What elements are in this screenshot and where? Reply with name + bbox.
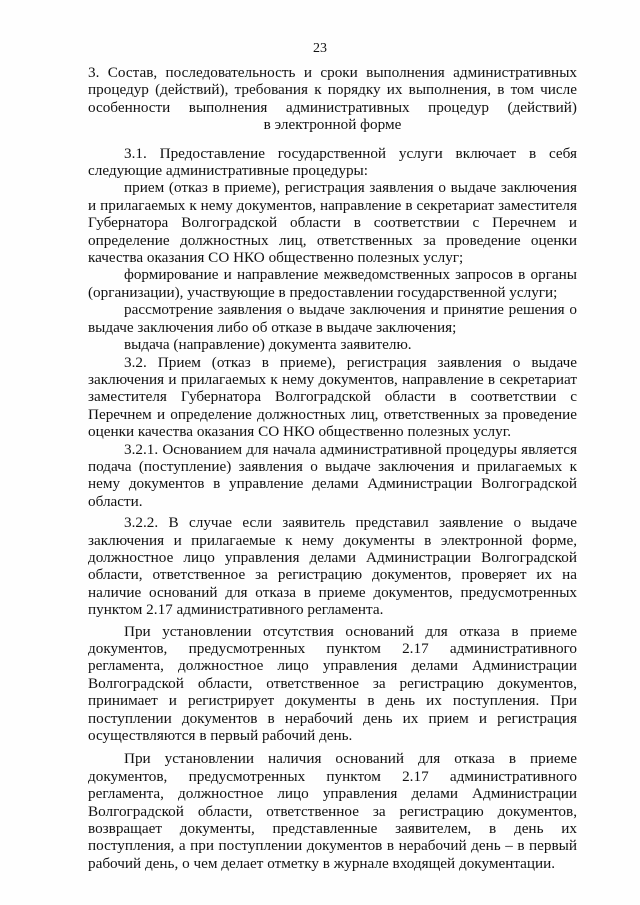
paragraph: При установлении отсутствия оснований для отказа в приеме документов, предусмотренных пунктом 2.17 административного регламента, должностное лицо управления делами Администрации Волгоградской области, ответственное за регистрацию документов, принимает и регистрирует документы в день их поступления. При поступлении документов в нерабочий день их прием и регистрация осуществляются в первый рабочий день. [88,622,577,745]
section-heading [88,64,577,134]
paragraph: 3.2. Прием (отказ в приеме), регистрация заявления о выдаче заключения и прилагаемых к нему документов, направление в секретариат заместителя Губернатора Волгоградской области в соответствии с Перечнем и определение должностных лиц, ответственных за проведение оценки качества оказания СО НКО общественно полезных услуг. [88,353,577,441]
paragraph: выдача (направление) документа заявителю. [124,336,412,354]
paragraph: рассмотрение заявления о выдаче заключения и принятие решения о выдаче заключения либо об отказе в выдаче заключения; [88,301,577,336]
paragraph: 3.2.2. В случае если заявитель представил заявление о выдаче заключения и прилагаемые к нему документы в электронной форме, должностное лицо управления делами Администрации Волгоградской области, ответственное за регистрацию документов, проверяет их на наличие оснований для отказа в приеме документов, предусмотренных пунктом 2.17 административного регламента. [88,514,577,619]
paragraph: 3.2.1. Основанием для начала административной процедуры является подача (поступление) заявления о выдаче заключения и прилагаемых к нему документов в управление делами Администрации Волгоградской области. [88,440,577,510]
heading-line: в электронной форме [263,116,402,134]
section-text [88,145,577,873]
paragraph: При установлении наличия оснований для отказа в приеме документов, предусмотренных пунктом 2.17 административного регламента, должностное лицо управления делами Администрации Волгоградской области, ответственное за регистрацию документов, возвращает документы, представленные заявителем, в день их поступления, а при поступлении документов в нерабочий день – в первый рабочий день, о чем делает отметку в журнале входящей документации. [88,750,577,872]
document-body [88,64,577,872]
page-number: 23 [313,41,327,56]
paragraph: прием (отказ в приеме), регистрация заявления о выдаче заключения и прилагаемых к нему документов, направление в секретариат заместителя Губернатора Волгоградской области в соответствии с Перечнем и определение должностных лиц, ответственных за проведение оценки качества оказания СО НКО общественно полезных услуг; [88,179,577,267]
heading-line: особенности выполнения административных процедур (действий) [88,98,577,116]
heading-line: процедур (действий), требования к порядку их выполнения, в том числе [88,81,577,99]
heading-line: 3. Состав, последовательность и сроки выполнения административных [88,64,577,81]
paragraph: 3.1. Предоставление государственной услуги включает в себя следующие административные процедуры: [88,144,577,180]
paragraph: формирование и направление межведомственных запросов в органы (организации), участвующие в предоставлении государственной услуги; [88,266,577,301]
